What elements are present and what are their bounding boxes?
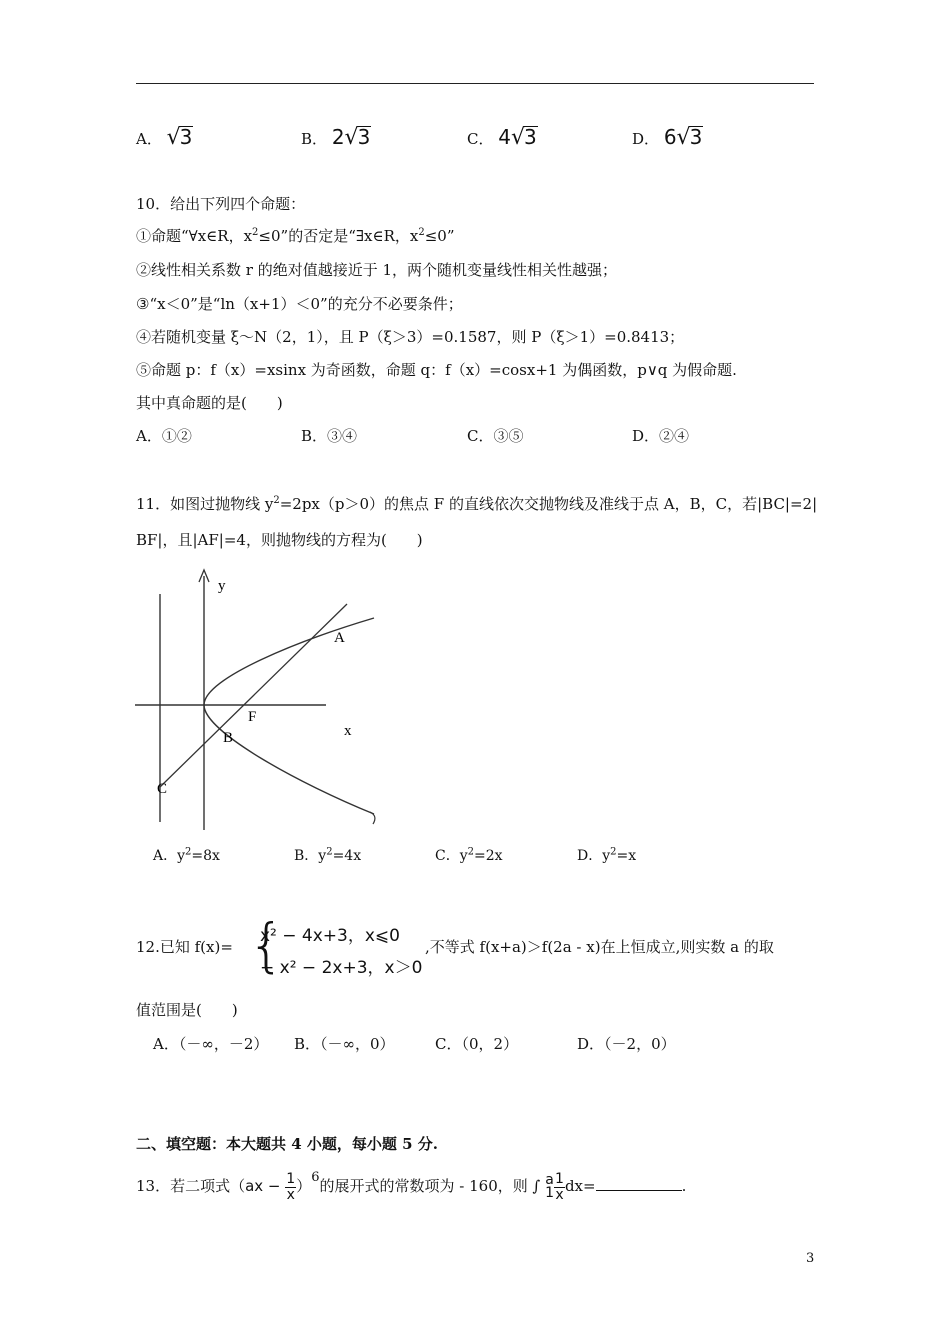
option-value (332, 125, 372, 149)
text: dx= (564, 1177, 596, 1195)
parabola-figure (130, 562, 390, 837)
option-value (167, 125, 194, 149)
text: =8x (191, 848, 220, 864)
q10-stem: 10．给出下列四个命题： (136, 195, 306, 213)
q9-option-d (632, 126, 703, 149)
q9-option-b (301, 126, 371, 149)
q12-option-a: A．（－∞，－2） (153, 1035, 269, 1053)
q10-proposition-3: ③“x＜0”是“ln（x+1）＜0”的充分不必要条件； (136, 295, 463, 313)
exponent: 6 (311, 1170, 320, 1185)
fraction-1-over-x (285, 1172, 296, 1203)
q9-option-c (467, 126, 538, 149)
piecewise-case-2: − x² − 2x+3，x＞0 (260, 958, 423, 978)
q12-option-c: C．（0，2） (435, 1035, 519, 1053)
option-letter: A． (136, 130, 162, 148)
denominator: x (555, 1186, 564, 1203)
text: ≤0”的否定是“∃x∈R，x (258, 227, 419, 245)
q10-option-b: B．③④ (301, 427, 358, 445)
coef: 4 (498, 125, 511, 149)
q10-proposition-1 (136, 226, 454, 246)
q11-option-d (577, 846, 636, 866)
section-heading: 二、填空题：本大题共 4 小题，每小题 5 分. (136, 1135, 438, 1153)
q13-stem (136, 1170, 686, 1203)
piecewise-case-1: x² − 4x+3，x⩽0 (260, 926, 400, 946)
q10-proposition-4: ④若随机变量 ξ～N（2，1），且 P（ξ＞3）=0.1587，则 P（ξ＞1）=0.8413； (136, 328, 685, 346)
integral-limits (545, 1174, 554, 1200)
q10-option-d: D．②④ (632, 427, 690, 445)
text: A．y (153, 848, 186, 864)
q9-option-a (136, 126, 193, 149)
option-letter: B． (301, 130, 328, 148)
text: B．y (294, 848, 327, 864)
radical: √3 (344, 125, 371, 150)
text: ①命题“∀x∈R，x (136, 227, 253, 245)
lower-limit: 1 (545, 1185, 555, 1201)
q12-stem-tail: ,不等式 f(x+a)＞f(2a - x)在上恒成立,则实数 a 的取 (425, 938, 774, 956)
text: =4x (332, 848, 362, 864)
text: ） (296, 1177, 312, 1195)
text: =2px（p＞0）的焦点 F 的直线依次交抛物线及准线于点 A，B，C，若|BC|=2| (279, 495, 818, 513)
radicand: 3 (179, 125, 193, 149)
radicand: 3 (524, 125, 537, 149)
parabola-end-tick (370, 812, 375, 824)
answer-blank (596, 1176, 682, 1191)
superscript: 2 (418, 227, 425, 238)
text: 11．如图过抛物线 y (136, 495, 274, 513)
q10-option-c: C．③⑤ (467, 427, 524, 445)
superscript: 2 (326, 846, 333, 858)
superscript: 2 (252, 227, 259, 238)
coef: 2 (331, 125, 345, 149)
q10-option-a: A．①② (136, 427, 192, 445)
label-y: y (218, 578, 226, 594)
numerator: 1 (286, 1170, 296, 1187)
q11-option-a (153, 846, 220, 866)
header-rule (136, 83, 814, 84)
superscript: 2 (273, 495, 280, 506)
radical: √3 (511, 125, 537, 150)
option-letter: D． (632, 130, 660, 148)
radical: √3 (166, 125, 193, 150)
q10-proposition-5: ⑤命题 p：f（x）=xsinx 为奇函数，命题 q：f（x）=cosx+1 为偶函数，p∨q 为假命题. (136, 361, 737, 379)
label-a: A (334, 630, 345, 646)
q11-option-b (294, 846, 361, 866)
page-number: 3 (806, 1251, 815, 1266)
left-brace: { (248, 911, 285, 979)
numerator: 1 (555, 1170, 564, 1187)
text: 13．若二项式（ (136, 1177, 246, 1195)
text: =x (616, 848, 637, 864)
superscript: 2 (610, 846, 617, 858)
focal-chord-line (160, 604, 347, 787)
label-f: F (248, 709, 257, 725)
denominator: x (286, 1186, 295, 1203)
text: ≤0” (424, 227, 455, 245)
label-x: x (344, 723, 352, 739)
superscript: 2 (185, 846, 192, 858)
q11-option-c (435, 846, 503, 866)
q12-option-d: D．（－2，0） (577, 1035, 676, 1053)
radicand: 3 (357, 125, 371, 149)
option-letter: C． (467, 130, 494, 148)
option-value (498, 125, 538, 149)
piecewise-function (248, 911, 423, 980)
radicand: 3 (689, 125, 703, 149)
q12-stem-line2: 值范围是( ) (136, 1001, 238, 1019)
q12-option-b: B．（－∞，0） (294, 1035, 395, 1053)
parabola-curve (204, 618, 374, 814)
q12-lead: 12.已知 f(x)= (136, 938, 233, 956)
text: . (681, 1177, 687, 1195)
fraction-1-over-x-integrand (554, 1172, 565, 1203)
q11-stem-line2: BF|，且|AF|=4，则抛物线的方程为( ) (136, 531, 423, 549)
text: =2x (474, 848, 503, 864)
superscript: 2 (467, 846, 474, 858)
text: C．y (435, 848, 468, 864)
q10-proposition-2: ②线性相关系数 r 的绝对值越接近于 1，两个随机变量线性相关性越强； (136, 261, 618, 279)
text: D．y (577, 848, 611, 864)
coef: 6 (663, 125, 677, 149)
option-value (664, 125, 704, 149)
q10-question: 其中真命题的是( ) (136, 394, 283, 412)
expression: ax − (245, 1177, 281, 1195)
text: 的展开式的常数项为 - 160，则 ∫ (319, 1177, 541, 1195)
radical: √3 (676, 125, 703, 150)
label-b: B (223, 730, 234, 746)
label-c: C (157, 781, 168, 797)
q11-stem-line1 (136, 494, 817, 514)
upper-limit: a (545, 1172, 554, 1188)
